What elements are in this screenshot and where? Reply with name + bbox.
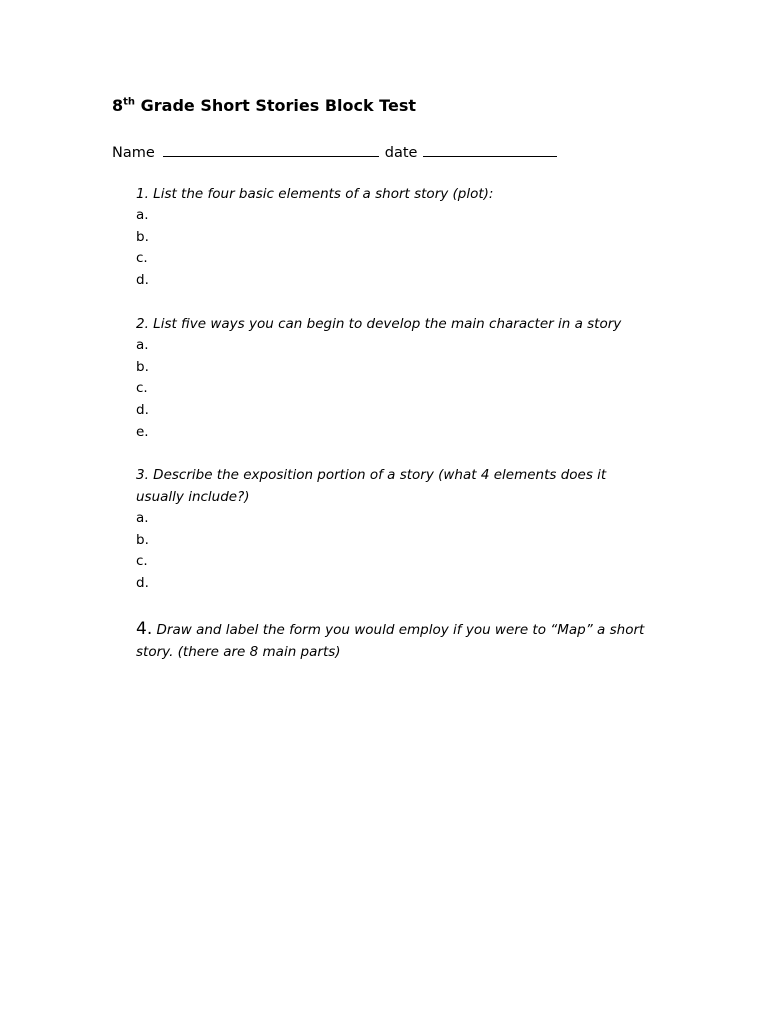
question-1: 1. List the four basic elements of a short story (plot): [136, 186, 494, 202]
question-2-answers [136, 335, 149, 444]
question-4-text: Draw and label the form you would employ if you were to “Map” a short story. (there are 8 main parts) [136, 622, 645, 660]
answer-item: d. [136, 272, 149, 289]
answer-item: c. [136, 250, 148, 267]
answer-item: d. [136, 402, 149, 419]
question-1-answers [136, 205, 149, 292]
answer-item: b. [136, 531, 149, 548]
answer-item: c. [136, 553, 148, 570]
answer-item: b. [136, 358, 149, 375]
answer-item: d. [136, 575, 149, 592]
date-blank[interactable] [423, 142, 557, 157]
question-4-number: 4. [136, 619, 153, 639]
question-4 [136, 619, 656, 663]
answer-item: a. [136, 510, 149, 526]
answer-item: a. [136, 337, 149, 353]
title-superscript: th [123, 96, 136, 108]
question-2: 2. List five ways you can begin to develop the main character in a story [136, 316, 622, 332]
date-label: date [384, 145, 418, 161]
question-3: 3. Describe the exposition portion of a story (what 4 elements does it usually include?) [136, 467, 607, 505]
name-date-line [112, 142, 557, 161]
answer-item: c. [136, 380, 148, 397]
title-text: Grade Short Stories Block Test [135, 96, 416, 115]
question-3-answers [136, 508, 149, 595]
answer-item: a. [136, 207, 149, 223]
answer-item: e. [136, 423, 149, 440]
answer-item: b. [136, 228, 149, 245]
name-blank[interactable] [163, 142, 379, 157]
title-grade-number: 8 [112, 96, 124, 115]
page-title [112, 96, 416, 115]
name-label: Name [112, 145, 155, 161]
